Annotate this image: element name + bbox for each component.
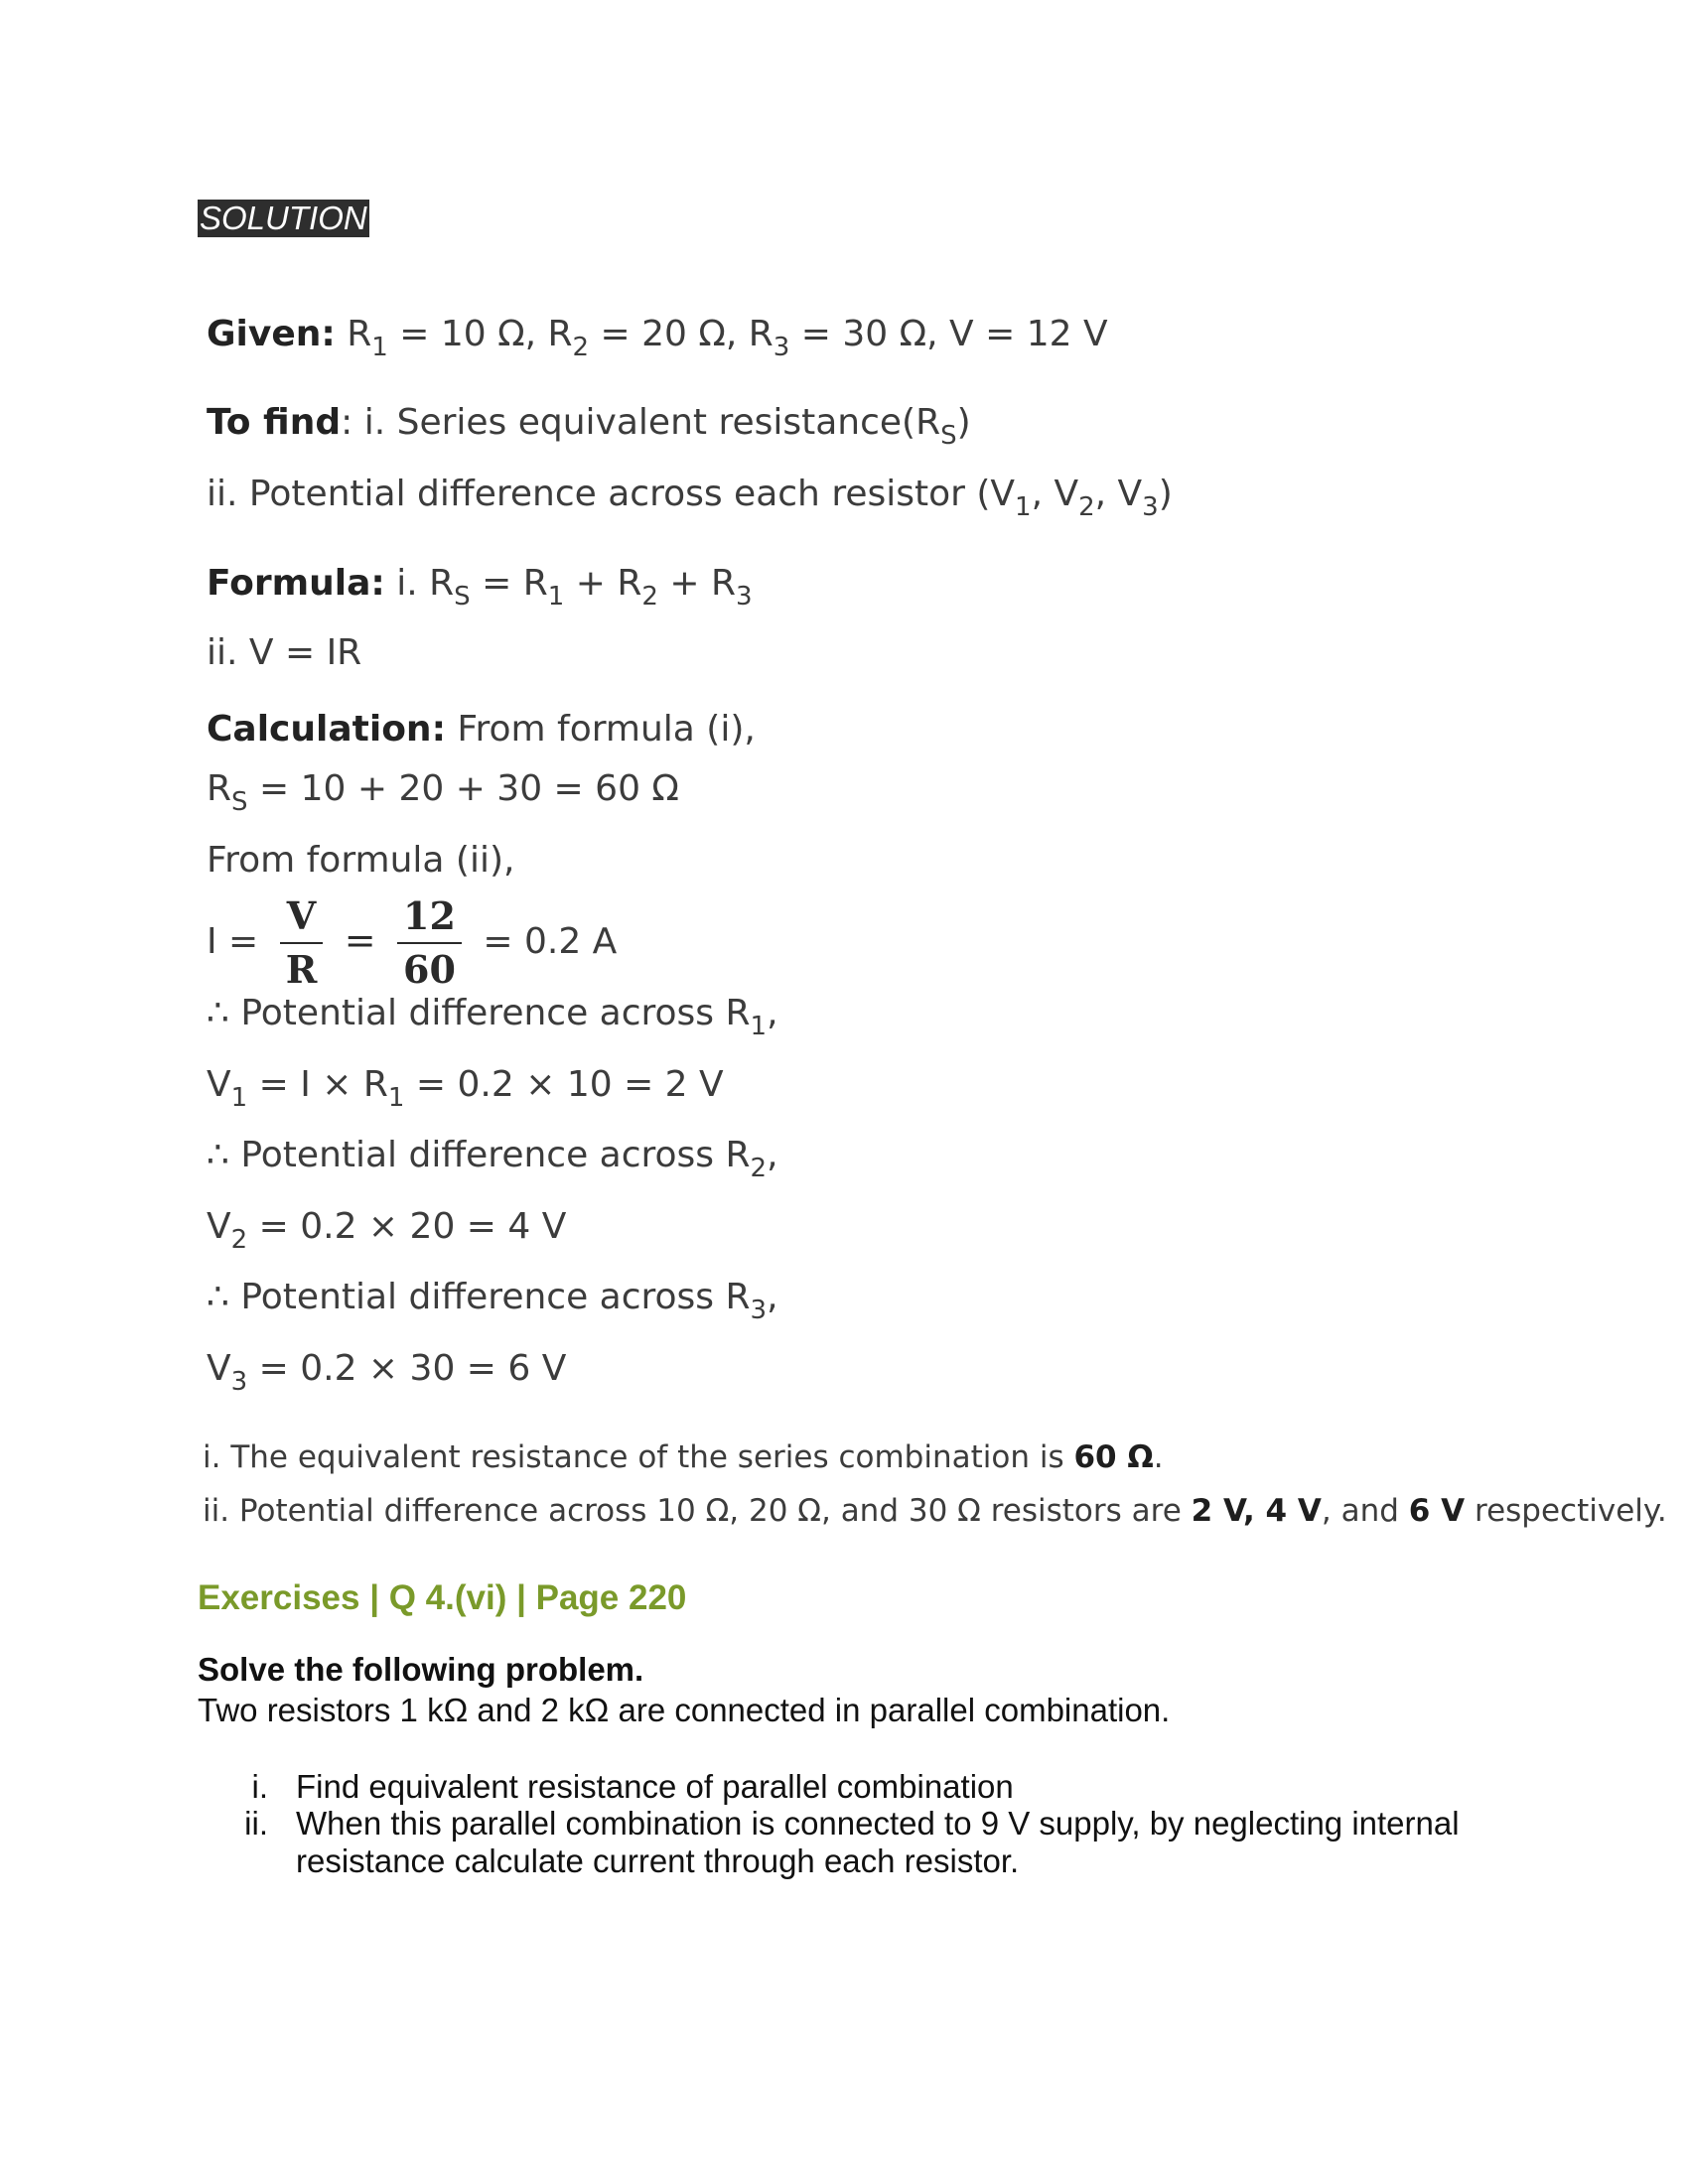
conclusion-line-1: i. The equivalent resistance of the series combination is 60 Ω.: [203, 1439, 1164, 1475]
v1-line: $V_1 = I \times R_1 = 0.2 \times 10 = 2$ V: [207, 1064, 724, 1113]
calculation-label: Calculation:: [207, 709, 446, 750]
rs-result-line: $R_S = 10 + 20 + 30 = 60$ Ω: [207, 768, 679, 817]
from-formula-ii: From formula (ii),: [207, 840, 515, 881]
solution-badge: SOLUTION: [200, 200, 367, 236]
formula-label: Formula:: [207, 563, 385, 604]
formula-line-2: ii. V = IR: [207, 632, 362, 673]
to-find-line: To find: i. Series equivalent $resistance(R_S)$: [207, 402, 971, 451]
formula-line: Formula: i. $R_S = R_1 + R_2 + R_3$: [207, 563, 753, 612]
calculation-line: Calculation: From formula (i),: [207, 709, 756, 750]
fraction-12-over-60: $\frac{12}{60}$: [397, 890, 462, 996]
current-equation: I = $\frac{V}{R}$ = $\frac{12}{60}$ = 0.2 A: [207, 890, 617, 996]
exercise-prompt: Solve the following problem.: [198, 1651, 644, 1688]
exercise-text: Two resistors 1 kΩ and 2 kΩ are connected in parallel combination.: [198, 1692, 1171, 1728]
given-label: Given:: [207, 314, 336, 354]
fraction-v-over-r: $\frac{V}{R}$: [280, 890, 324, 996]
to-find-line-2: ii. Potential difference across each resistor ($V_1$, $V_2$, $V_3$): [207, 474, 1173, 522]
to-find-label: To find: [207, 402, 342, 443]
conclusion-line-2: ii. Potential difference across 10 Ω, 20 Ω, and 30 Ω resistors are 2 V, 4 V, and 6 V respectively.: [203, 1493, 1667, 1529]
pd-r3-line: ∴ Potential difference across $R_3$,: [207, 1277, 778, 1325]
given-line: Given: $R_1 = 10$ Ω, $R_2 = 20$ Ω, $R_3 = 30$ Ω, V = 12 V: [207, 314, 1108, 362]
v3-line: $V_3 = 0.2 \times 30 = 6$ V: [207, 1348, 567, 1397]
pd-r2-line: ∴ Potential difference across $R_2$,: [207, 1135, 778, 1183]
exercise-header: Exercises | Q 4.(vi) | Page 220: [198, 1578, 687, 1617]
v2-line: $V_2 = 0.2 \times 20 = 4$ V: [207, 1206, 567, 1255]
pd-r1-line: ∴ Potential difference across $R_1$,: [207, 993, 778, 1041]
